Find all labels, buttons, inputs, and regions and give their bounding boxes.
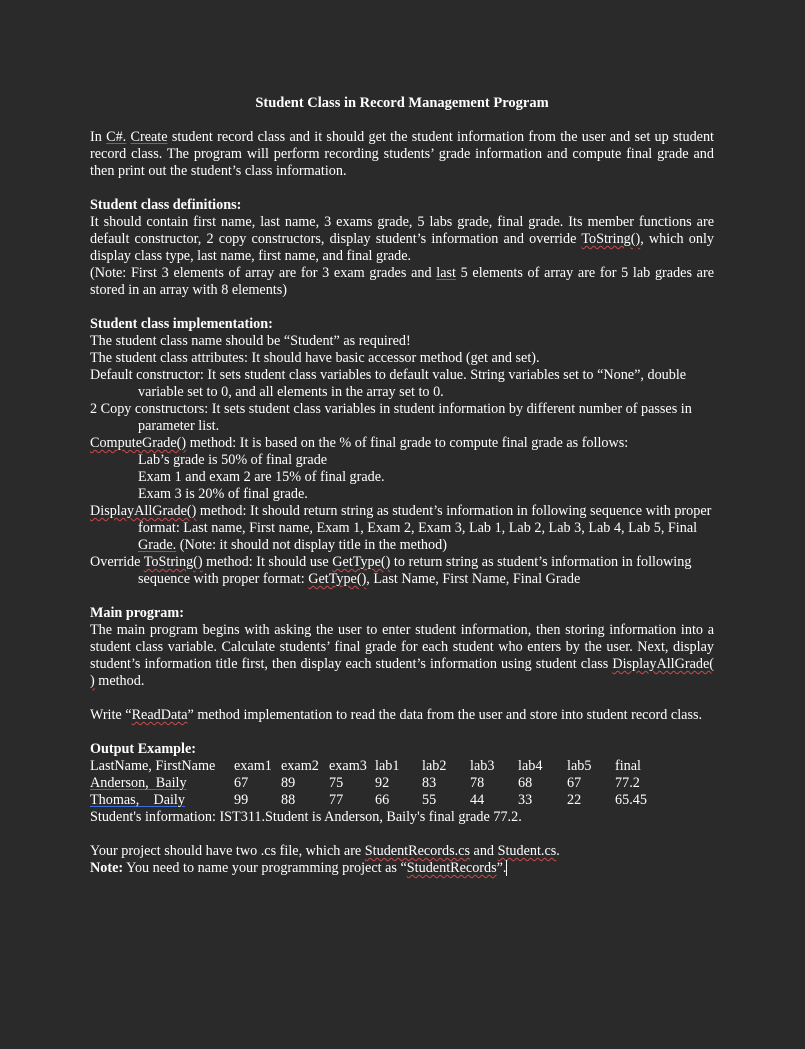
text-cursor[interactable]: ”. bbox=[496, 860, 507, 876]
definitions-text-2: , which only display class type, last name, first name, and final grade. bbox=[90, 231, 714, 264]
document-page bbox=[90, 95, 714, 877]
display-all-grade-text-1: method: It should return string as student’s information in following sequence with proper format: Last name, First name, Exam 1, Exam 2, Exam 3, Lab 1, Lab 2, Lab 3, Lab 4, Lab 5, Final bbox=[138, 503, 712, 536]
output-header-cell: exam3 bbox=[329, 758, 367, 774]
table-row bbox=[90, 775, 665, 792]
closing-project-name: StudentRecords bbox=[406, 860, 497, 876]
implementation-section bbox=[90, 316, 714, 588]
main-program-text: The main program begins with asking the user to enter student information, then storing information into a student class variable. Calculate students’ final grade for each student who enters by the user. Next, display student’s information title first, then display each student’s information using student class bbox=[90, 622, 714, 672]
override-gettype-1: GetType() bbox=[332, 554, 391, 570]
main-program-section bbox=[90, 605, 714, 690]
compute-item-3: Exam 3 is 20% of final grade. bbox=[138, 486, 308, 502]
display-all-grade-line bbox=[90, 503, 714, 554]
output-header-cell: final bbox=[615, 758, 641, 774]
output-name: Thomas, Daily bbox=[90, 792, 185, 808]
display-all-grade-text-2: (Note: it should not display title in the method) bbox=[176, 537, 447, 553]
compute-item-2: Exam 1 and exam 2 are 15% of final grade. bbox=[138, 469, 385, 485]
closing-text-1: Your project should have two .cs file, which are bbox=[90, 843, 365, 859]
output-cell: 92 bbox=[375, 775, 390, 791]
closing-note-line bbox=[90, 860, 714, 877]
definitions-tostring: ToString() bbox=[581, 231, 641, 247]
output-info-line: Student's information: IST311.Student is Anderson, Baily's final grade 77.2. bbox=[90, 809, 522, 825]
output-cell: 88 bbox=[281, 792, 296, 808]
closing-text-3: . bbox=[556, 843, 560, 859]
output-cell: 65.45 bbox=[615, 792, 647, 808]
output-header-cell: lab1 bbox=[375, 758, 400, 774]
compute-grade-text: method: It is based on the % of final grade to compute final grade as follows: bbox=[186, 435, 629, 451]
output-cell: 67 bbox=[567, 775, 582, 791]
override-text-4: , Last Name, First Name, Final Grade bbox=[366, 571, 581, 587]
intro-lang: C#. bbox=[106, 129, 127, 145]
output-name-cell bbox=[90, 792, 234, 809]
output-cell: 99 bbox=[234, 792, 249, 808]
definitions-note-2: 5 elements of array are for 5 lab grades are stored in an array with 8 elements) bbox=[90, 265, 714, 298]
output-cell: 68 bbox=[518, 775, 533, 791]
output-header-cell: LastName, FirstName bbox=[90, 758, 216, 774]
output-header-cell: exam2 bbox=[281, 758, 319, 774]
document-title: Student Class in Record Management Program bbox=[255, 95, 549, 111]
output-name-cell bbox=[90, 775, 234, 792]
display-all-grade-grade: Grade. bbox=[138, 537, 177, 553]
output-name: Anderson, Baily bbox=[90, 775, 187, 791]
output-cell: 22 bbox=[567, 792, 582, 808]
intro-paragraph bbox=[90, 129, 714, 180]
output-example-section bbox=[90, 741, 714, 826]
table-row bbox=[90, 792, 665, 809]
override-gettype-2: GetType() bbox=[308, 571, 367, 587]
override-tostring-name: ToString() bbox=[143, 554, 203, 570]
definitions-paragraph bbox=[90, 214, 714, 265]
intro-text-1: In bbox=[90, 129, 107, 145]
output-header-cell: exam1 bbox=[234, 758, 272, 774]
definitions-section bbox=[90, 197, 714, 299]
compute-item-1: Lab’s grade is 50% of final grade bbox=[138, 452, 328, 468]
implementation-line-4: 2 Copy constructors: It sets student class variables in student information by different number of passes in parameter list. bbox=[90, 401, 692, 434]
compute-grade-line bbox=[90, 435, 714, 452]
readdata-text-1: Write “ bbox=[90, 707, 132, 723]
implementation-line-2: The student class attributes: It should have basic accessor method (get and set). bbox=[90, 350, 540, 366]
main-program-heading: Main program: bbox=[90, 605, 184, 621]
output-cell: 89 bbox=[281, 775, 296, 791]
output-cell: 67 bbox=[234, 775, 249, 791]
output-cell: 66 bbox=[375, 792, 390, 808]
override-text-2: method: It should use bbox=[202, 554, 333, 570]
output-cell: 55 bbox=[422, 792, 437, 808]
output-cell: 77 bbox=[329, 792, 344, 808]
definitions-note-last: last bbox=[436, 265, 456, 281]
output-cell: 78 bbox=[470, 775, 485, 791]
implementation-line-1: The student class name should be “Student” as required! bbox=[90, 333, 411, 349]
output-cell: 44 bbox=[470, 792, 485, 808]
closing-note-text-1: You need to name your programming project as “ bbox=[123, 860, 407, 876]
intro-text-3: student record class and it should get the student information from the user and set up student record class. The program will perform recording students’ grade information and compute final grade and then print out the student’s class information. bbox=[90, 129, 715, 179]
implementation-heading: Student class implementation: bbox=[90, 316, 273, 332]
output-header-cell: lab4 bbox=[518, 758, 543, 774]
output-cell: 83 bbox=[422, 775, 437, 791]
closing-file-1: StudentRecords.cs bbox=[364, 843, 470, 859]
intro-create: Create bbox=[130, 129, 168, 145]
output-header-cell: lab3 bbox=[470, 758, 495, 774]
override-text-1: Override bbox=[90, 554, 144, 570]
main-program-text-end: method. bbox=[94, 673, 145, 689]
main-program-paragraph bbox=[90, 622, 714, 690]
output-header-cell: lab2 bbox=[422, 758, 447, 774]
closing-section bbox=[90, 843, 714, 877]
closing-text-2: and bbox=[469, 843, 498, 859]
output-header-row bbox=[90, 758, 665, 775]
readdata-paragraph bbox=[90, 707, 714, 724]
implementation-line-3: Default constructor: It sets student class variables to default value. String variables set to “None”, double variable set to 0, and all elements in the array set to 0. bbox=[90, 367, 687, 400]
output-header-cell: lab5 bbox=[567, 758, 592, 774]
override-text-3: to return string as student’s information in following sequence with proper format: bbox=[138, 554, 692, 587]
main-program-method: DisplayAllGrade( ) bbox=[90, 656, 714, 689]
output-example-heading: Output Example: bbox=[90, 741, 197, 757]
compute-grade-name: ComputeGrade() bbox=[90, 435, 187, 451]
closing-file-2: Student.cs bbox=[497, 843, 557, 859]
definitions-note-1: (Note: First 3 elements of array are for 3 exam grades and bbox=[90, 265, 437, 281]
output-cell: 33 bbox=[518, 792, 533, 808]
display-all-grade-name: DisplayAllGrade() bbox=[90, 503, 197, 519]
closing-note-label: Note: bbox=[90, 860, 124, 876]
output-cell: 75 bbox=[329, 775, 344, 791]
override-tostring-line bbox=[90, 554, 714, 588]
closing-files-line bbox=[90, 843, 714, 860]
definitions-heading: Student class definitions: bbox=[90, 197, 242, 213]
definitions-text-1: It should contain first name, last name, 3 exams grade, 5 labs grade, final grade. Its member functions are default constructor, 2 copy constructors, display student’s information and override bbox=[90, 214, 714, 247]
output-example-table bbox=[90, 758, 665, 809]
definitions-note bbox=[90, 265, 714, 299]
output-cell: 77.2 bbox=[615, 775, 640, 791]
readdata-name: ReadData bbox=[131, 707, 188, 723]
readdata-text-2: ” method implementation to read the data from the user and store into student record class. bbox=[187, 707, 703, 723]
